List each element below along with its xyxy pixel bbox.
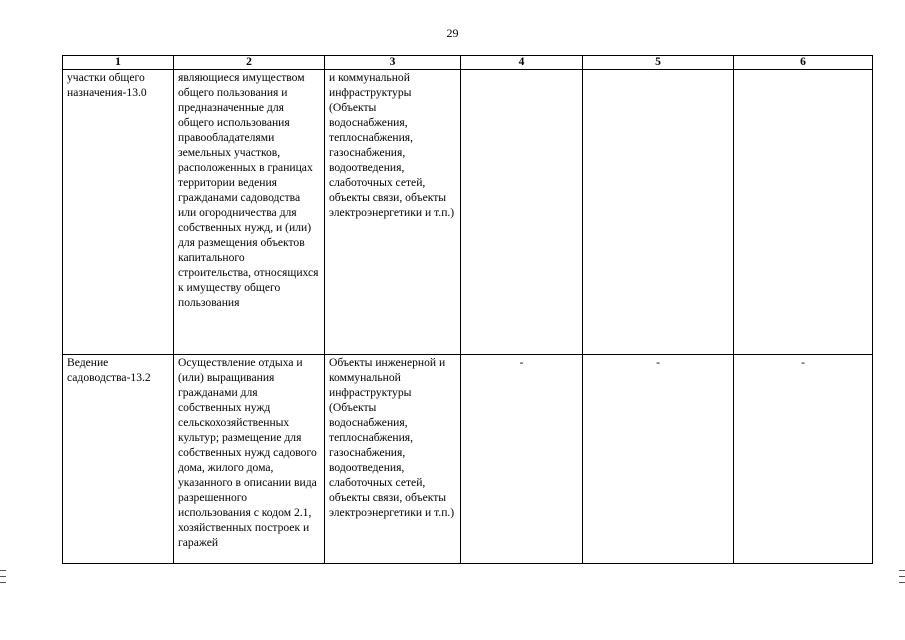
column-header-2: 2	[174, 56, 325, 70]
column-header-5: 5	[583, 56, 734, 70]
column-header-6: 6	[734, 56, 873, 70]
left-margin-mark	[0, 582, 6, 583]
land-use-name-cell: Ведение садоводства-13.2	[63, 355, 174, 564]
column-header-1: 1	[63, 56, 174, 70]
table-row	[63, 70, 873, 355]
column-header-3: 3	[325, 56, 461, 70]
column-5-cell: -	[583, 355, 734, 564]
column-4-cell	[461, 70, 583, 355]
permitted-objects-cell: и коммунальной инфраструктуры (Объекты водоснабжения, теплоснабжения, газоснабжения, водоотведения, слаботочных сетей, объекты связи, объекты электроэнергетики и т.п.)	[325, 70, 461, 355]
permitted-objects-cell: Объекты инженерной и коммунальной инфраструктуры (Объекты водоснабжения, теплоснабжения, газоснабжения, водоотведения, слаботочных сетей, объекты связи, объекты электроэнергетики и т.п.)	[325, 355, 461, 564]
column-header-4: 4	[461, 56, 583, 70]
zoning-table	[62, 55, 873, 564]
column-6-cell	[734, 70, 873, 355]
column-5-cell	[583, 70, 734, 355]
land-use-description-cell: Осуществление отдыха и (или) выращивания гражданами для собственных нужд сельскохозяйственных культур; размещение для собственных нужд садового дома, жилого дома, указанного в описании вида разрешенного использования с кодом 2.1, хозяйственных построек и гаражей	[174, 355, 325, 564]
right-margin-mark	[899, 582, 905, 583]
left-margin-mark	[0, 570, 6, 571]
right-margin-mark	[899, 570, 905, 571]
page-number: 29	[446, 26, 459, 40]
column-6-cell: -	[734, 355, 873, 564]
land-use-name-cell: участки общего назначения-13.0	[63, 70, 174, 355]
right-margin-mark	[899, 576, 905, 577]
left-margin-mark	[0, 576, 6, 577]
column-4-cell: -	[461, 355, 583, 564]
table-row	[63, 355, 873, 564]
table-header-row	[63, 56, 873, 70]
land-use-description-cell: являющиеся имуществом общего пользования и предназначенные для общего использования правообладателями земельных участков, расположенных в границах территории ведения гражданами садоводства или огородничества для собственных нужд, и (или) для размещения объектов капитального строительства, относящихся к имуществу общего пользования	[174, 70, 325, 355]
